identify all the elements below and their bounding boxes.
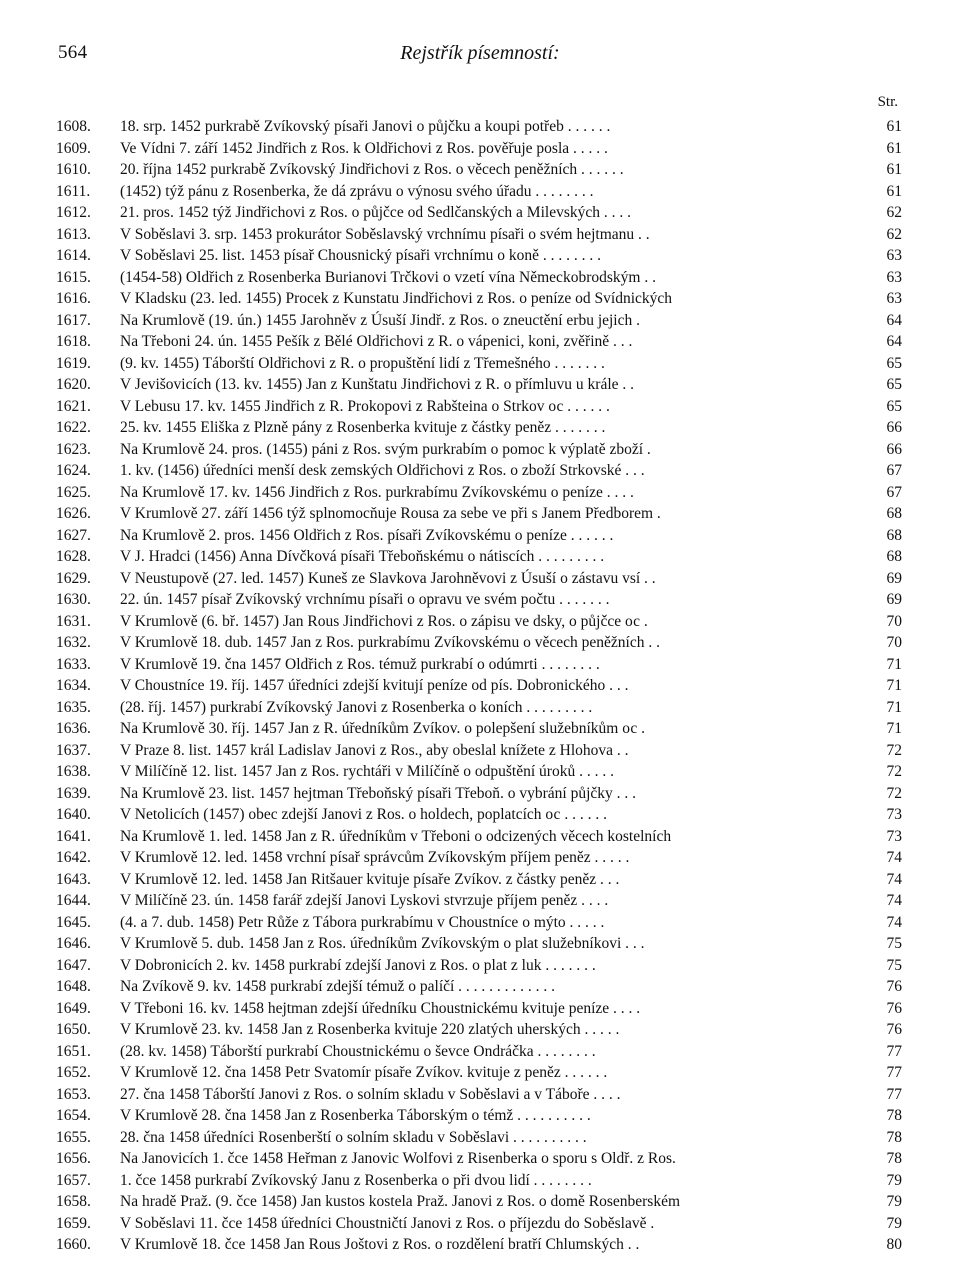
entry-description: V Kladsku (23. led. 1455) Procek z Kunstatu Jindřichovi z Ros. o peníze od Svídnických bbox=[120, 290, 673, 307]
register-entry bbox=[56, 1062, 902, 1084]
entry-page-reference: 72 bbox=[886, 763, 902, 780]
entry-number: 1638. bbox=[56, 763, 91, 780]
entry-page-reference: 74 bbox=[886, 870, 902, 888]
entry-page-reference: 78 bbox=[886, 1107, 902, 1124]
entry-description: V Krumlově 12. led. 1458 Jan Ritšauer kvituje písaře Zvíkov. z částky peněz . . . bbox=[120, 870, 620, 888]
entry-page-reference: 74 bbox=[886, 892, 902, 909]
register-entry bbox=[56, 482, 902, 504]
entry-description: (28. kv. 1458) Táborští purkrabí Choustnickému o ševce Ondráčka . . . . . . . . bbox=[120, 1042, 596, 1060]
register-entry bbox=[56, 976, 902, 998]
entry-number: 1636. bbox=[56, 720, 91, 737]
register-entry bbox=[56, 783, 902, 805]
entry-number: 1631. bbox=[56, 612, 91, 630]
entry-description: Na Krumlově 2. pros. 1456 Oldřich z Ros. písaři Zvíkovskému o peníze . . . . . . bbox=[120, 526, 614, 544]
register-entry bbox=[56, 869, 902, 891]
entry-page-reference: 79 bbox=[886, 1193, 902, 1210]
entry-number: 1641. bbox=[56, 827, 91, 845]
entry-number: 1609. bbox=[56, 139, 91, 157]
page-header bbox=[58, 42, 902, 72]
register-entry bbox=[56, 912, 902, 934]
entry-page-reference: 65 bbox=[886, 376, 902, 393]
entry-page-reference: 68 bbox=[886, 526, 902, 544]
entry-description: V Dobronicích 2. kv. 1458 purkrabí zdejší Janovi z Ros. o plat z luk . . . . . . . bbox=[120, 956, 596, 974]
register-entry bbox=[56, 288, 902, 310]
entry-page-reference: 67 bbox=[886, 462, 902, 479]
entry-description: 28. čna 1458 úředníci Rosenberští o solním skladu v Soběslavi . . . . . . . . . . bbox=[120, 1128, 587, 1146]
entry-page-reference: 62 bbox=[886, 225, 902, 243]
register-entry bbox=[56, 589, 902, 611]
register-entry bbox=[56, 396, 902, 418]
entry-number: 1614. bbox=[56, 247, 91, 264]
entry-description: Na Krumlově 1. led. 1458 Jan z R. úředníkům v Třeboni o odcizených věcech kostelních bbox=[120, 827, 672, 845]
entry-page-reference: 63 bbox=[886, 290, 902, 307]
register-entries bbox=[56, 116, 902, 1256]
entry-description: 21. pros. 1452 týž Jindřichovi z Ros. o půjčce od Sedlčanských a Milevských . . . . bbox=[120, 204, 631, 221]
register-entry bbox=[56, 740, 902, 762]
register-entry bbox=[56, 245, 902, 267]
entry-number: 1625. bbox=[56, 483, 91, 501]
register-entry bbox=[56, 804, 902, 826]
entry-page-reference: 72 bbox=[886, 784, 902, 802]
register-entry bbox=[56, 675, 902, 697]
register-entry bbox=[56, 1191, 902, 1213]
entry-description: V Milíčíně 23. ún. 1458 farář zdejší Janovi Lyskovi stvrzuje příjem peněz . . . . bbox=[120, 892, 609, 909]
entry-description: Na Krumlově 23. list. 1457 hejtman Třeboňský písaři Třeboň. o vybrání půjčky . . . bbox=[120, 784, 637, 802]
entry-page-reference: 73 bbox=[886, 827, 902, 845]
entry-page-reference: 65 bbox=[886, 397, 902, 415]
entry-description: V Jevišovicích (13. kv. 1455) Jan z Kunštatu Jindřichovi z R. o přímluvu u krále . . bbox=[120, 376, 635, 393]
entry-number: 1617. bbox=[56, 311, 91, 329]
entry-number: 1648. bbox=[56, 978, 91, 995]
entry-page-reference: 71 bbox=[886, 698, 902, 716]
register-entry bbox=[56, 1084, 902, 1106]
entry-number: 1658. bbox=[56, 1193, 91, 1210]
register-entry bbox=[56, 1019, 902, 1041]
entry-description: V Krumlově 12. čna 1458 Petr Svatomír písaře Zvíkov. kvituje z peněz . . . . . . bbox=[120, 1064, 608, 1081]
entry-description: 1. kv. (1456) úředníci menší desk zemských Oldřichovi z Ros. o zboží Strkovské . . . bbox=[120, 462, 645, 479]
register-entry bbox=[56, 1127, 902, 1149]
entry-number: 1643. bbox=[56, 870, 91, 888]
entry-page-reference: 78 bbox=[886, 1150, 902, 1167]
entry-description: V Soběslavi 11. čce 1458 úředníci Choustničtí Janovi z Ros. o příjezdu do Soběslavě . bbox=[120, 1214, 655, 1232]
entry-page-reference: 75 bbox=[886, 956, 902, 974]
entry-description: 20. října 1452 purkrabě Zvíkovský Jindřichovi z Ros. o věcech peněžních . . . . . . bbox=[120, 161, 624, 178]
entry-page-reference: 77 bbox=[886, 1042, 902, 1060]
entry-page-reference: 63 bbox=[886, 247, 902, 264]
entry-description: V Soběslavi 25. list. 1453 písař Chousnický písaři vrchnímu o koně . . . . . . . . bbox=[120, 247, 602, 264]
register-entry bbox=[56, 761, 902, 783]
register-entry bbox=[56, 310, 902, 332]
entry-page-reference: 70 bbox=[886, 634, 902, 651]
register-entry bbox=[56, 224, 902, 246]
entry-description: V Krumlově 18. čce 1458 Jan Rous Joštovi z Ros. o rozdělení bratří Chlumských . . bbox=[120, 1236, 640, 1253]
entry-page-reference: 76 bbox=[886, 978, 902, 995]
entry-number: 1635. bbox=[56, 698, 91, 716]
entry-description: V Krumlově 19. čna 1457 Oldřich z Ros. témuž purkrabí o odúmrti . . . . . . . . bbox=[120, 655, 600, 673]
entry-page-reference: 61 bbox=[886, 161, 902, 178]
entry-page-reference: 69 bbox=[886, 569, 902, 587]
entry-description: V Krumlově 28. čna 1458 Jan z Rosenberka Táborským o témž . . . . . . . . . . bbox=[120, 1107, 591, 1124]
entry-description: V Krumlově 18. dub. 1457 Jan z Ros. purkrabímu Zvíkovskému o věcech peněžních . . bbox=[120, 634, 660, 651]
entry-number: 1611. bbox=[56, 182, 91, 200]
entry-number: 1645. bbox=[56, 913, 91, 931]
register-entry bbox=[56, 568, 902, 590]
entry-number: 1651. bbox=[56, 1042, 91, 1060]
entry-description: V Krumlově (6. bř. 1457) Jan Rous Jindřichovi z Ros. o zápisu ve dsky, o půjčce ос . bbox=[120, 612, 648, 630]
entry-number: 1621. bbox=[56, 397, 91, 415]
entry-number: 1612. bbox=[56, 204, 91, 221]
entry-description: V Krumlově 27. září 1456 týž splnomocňuje Rousa za sebe ve při s Janem Předborem . bbox=[120, 505, 661, 522]
entry-description: V Soběslavi 3. srp. 1453 prokurátor Soběslavský vrchnímu písaři o svém hejtmanu . . bbox=[120, 225, 650, 243]
register-entry bbox=[56, 159, 902, 181]
entry-page-reference: 74 bbox=[886, 849, 902, 866]
entry-description: 22. ún. 1457 písař Zvíkovský vrchnímu písaři o opravu ve svém počtu . . . . . . . bbox=[120, 591, 610, 608]
entry-page-reference: 71 bbox=[886, 655, 902, 673]
entry-number: 1632. bbox=[56, 634, 91, 651]
entry-description: (1454-58) Oldřich z Rosenberka Burianovi Trčkovi o vzetí vína Německobrodským . . bbox=[120, 268, 656, 286]
entry-number: 1628. bbox=[56, 548, 91, 565]
entry-page-reference: 80 bbox=[886, 1236, 902, 1253]
entry-page-reference: 72 bbox=[886, 741, 902, 759]
entry-number: 1616. bbox=[56, 290, 91, 307]
entry-number: 1633. bbox=[56, 655, 91, 673]
register-entry bbox=[56, 847, 902, 869]
entry-description: 27. čna 1458 Táborští Janovi z Ros. o solním skladu v Soběslavi a v Táboře . . . . bbox=[120, 1085, 621, 1103]
register-entry bbox=[56, 955, 902, 977]
entry-number: 1615. bbox=[56, 268, 91, 286]
register-entry bbox=[56, 353, 902, 375]
register-entry bbox=[56, 503, 902, 525]
entry-page-reference: 63 bbox=[886, 268, 902, 286]
entry-number: 1639. bbox=[56, 784, 91, 802]
entry-number: 1623. bbox=[56, 440, 91, 458]
entry-description: V Krumlově 23. kv. 1458 Jan z Rosenberka kvituje 220 zlatých uherských . . . . . bbox=[120, 1021, 620, 1038]
entry-page-reference: 74 bbox=[886, 913, 902, 931]
entry-description: Na Krumlově 30. říj. 1457 Jan z R. úředníkům Zvíkov. o polepšení služebníkům ос . bbox=[120, 720, 646, 737]
entry-number: 1649. bbox=[56, 999, 91, 1017]
register-entry bbox=[56, 890, 902, 912]
register-entry bbox=[56, 1041, 902, 1063]
entry-number: 1660. bbox=[56, 1236, 91, 1253]
entry-page-reference: 62 bbox=[886, 204, 902, 221]
entry-description: (4. a 7. dub. 1458) Petr Růže z Tábora purkrabímu v Choustníce o mýto . . . . . bbox=[120, 913, 605, 931]
entry-page-reference: 78 bbox=[886, 1128, 902, 1146]
entry-page-reference: 71 bbox=[886, 720, 902, 737]
entry-number: 1644. bbox=[56, 892, 91, 909]
entry-description: V J. Hradci (1456) Anna Dívčková písaři Třeboňskému o nátiscích . . . . . . . . . bbox=[120, 548, 605, 565]
entry-description: V Praze 8. list. 1457 král Ladislav Janovi z Ros., aby obeslal knížete z Hlohova . . bbox=[120, 741, 629, 759]
entry-page-reference: 79 bbox=[886, 1214, 902, 1232]
register-entry bbox=[56, 525, 902, 547]
entry-number: 1650. bbox=[56, 1021, 91, 1038]
entry-number: 1653. bbox=[56, 1085, 91, 1103]
entry-number: 1642. bbox=[56, 849, 91, 866]
register-entry bbox=[56, 998, 902, 1020]
entry-page-reference: 68 bbox=[886, 548, 902, 565]
entry-number: 1659. bbox=[56, 1214, 91, 1232]
entry-description: V Třeboni 16. kv. 1458 hejtman zdejší úředníku Choustnickému kvituje peníze . . . . bbox=[120, 999, 641, 1017]
entry-number: 1619. bbox=[56, 354, 91, 372]
register-entry bbox=[56, 1170, 902, 1192]
entry-description: Na Krumlově 17. kv. 1456 Jindřich z Ros. purkrabímu Zvíkovskému o peníze . . . . bbox=[120, 483, 634, 501]
entry-number: 1652. bbox=[56, 1064, 91, 1081]
entry-page-reference: 69 bbox=[886, 591, 902, 608]
entry-page-reference: 66 bbox=[886, 440, 902, 458]
entry-page-reference: 77 bbox=[886, 1085, 902, 1103]
register-entry bbox=[56, 718, 902, 740]
entry-page-reference: 73 bbox=[886, 806, 902, 823]
entry-description: V Netolicích (1457) obec zdejší Janovi z Ros. o holdech, poplatcích ос . . . . . . bbox=[120, 806, 607, 823]
entry-page-reference: 70 bbox=[886, 612, 902, 630]
entry-number: 1620. bbox=[56, 376, 91, 393]
register-entry bbox=[56, 546, 902, 568]
entry-description: Na Třeboni 24. ún. 1455 Pešík z Bělé Oldřichovi z R. o vápenici, koni, zvěřině . . . bbox=[120, 333, 633, 350]
register-entry bbox=[56, 202, 902, 224]
entry-number: 1629. bbox=[56, 569, 91, 587]
register-entry bbox=[56, 460, 902, 482]
running-title: Rejstřík písemností: bbox=[400, 42, 560, 64]
entry-page-reference: 77 bbox=[886, 1064, 902, 1081]
entry-page-reference: 75 bbox=[886, 935, 902, 952]
entry-page-reference: 76 bbox=[886, 1021, 902, 1038]
entry-description: (28. říj. 1457) purkrabí Zvíkovský Janovi z Rosenberka o koních . . . . . . . . . bbox=[120, 698, 593, 716]
entry-page-reference: 64 bbox=[886, 311, 902, 329]
entry-number: 1618. bbox=[56, 333, 91, 350]
register-entry bbox=[56, 632, 902, 654]
entry-description: (1452) týž pánu z Rosenberka, že dá zprávu o výnosu svého úřadu . . . . . . . . bbox=[120, 182, 594, 200]
register-entry bbox=[56, 826, 902, 848]
entry-description: Na Zvíkově 9. kv. 1458 purkrabí zdejší témuž o palíčí . . . . . . . . . . . . . bbox=[120, 978, 556, 995]
entry-page-reference: 65 bbox=[886, 354, 902, 372]
entry-number: 1637. bbox=[56, 741, 91, 759]
entry-number: 1647. bbox=[56, 956, 91, 974]
entry-description: Na Krumlově 24. pros. (1455) páni z Ros. svým purkrabím o pomoc k výplatě zboží . bbox=[120, 440, 651, 458]
page-column-heading: Str. bbox=[877, 94, 898, 110]
register-entry bbox=[56, 439, 902, 461]
entry-description: Na hradě Praž. (9. čce 1458) Jan kustos kostela Praž. Janovi z Ros. o domě Rosenberském bbox=[120, 1193, 681, 1210]
entry-description: Na Krumlově (19. ún.) 1455 Jarohněv z Úsuší Jindř. z Ros. o zneuctění erbu jejich . bbox=[120, 311, 640, 329]
entry-page-reference: 61 bbox=[886, 182, 902, 200]
entry-description: 1. čce 1458 purkrabí Zvíkovský Janu z Rosenberka o při dvou lidí . . . . . . . . bbox=[120, 1171, 592, 1189]
entry-page-reference: 68 bbox=[886, 505, 902, 522]
entry-description: 25. kv. 1455 Eliška z Plzně pány z Rosenberka kvituje z částky peněz . . . . . . . bbox=[120, 419, 606, 436]
register-entry bbox=[56, 374, 902, 396]
entry-description: V Milíčíně 12. list. 1457 Jan z Ros. rychtáři v Milíčíně o odpuštění úroků . . . . . bbox=[120, 763, 614, 780]
register-entry bbox=[56, 697, 902, 719]
entry-description: V Choustníce 19. říj. 1457 úředníci zdejší kvitují peníze od pís. Dobronického . . . bbox=[120, 677, 629, 694]
entry-number: 1622. bbox=[56, 419, 91, 436]
register-entry bbox=[56, 933, 902, 955]
page-number: 564 bbox=[58, 42, 88, 63]
entry-page-reference: 61 bbox=[886, 139, 902, 157]
entry-page-reference: 71 bbox=[886, 677, 902, 694]
entry-description: V Krumlově 5. dub. 1458 Jan z Ros. úředníkům Zvíkovským o plat služebníkovi . . . bbox=[120, 935, 645, 952]
entry-number: 1646. bbox=[56, 935, 91, 952]
entry-number: 1624. bbox=[56, 462, 91, 479]
entry-page-reference: 66 bbox=[886, 419, 902, 436]
entry-page-reference: 76 bbox=[886, 999, 902, 1017]
entry-number: 1640. bbox=[56, 806, 91, 823]
register-entry bbox=[56, 611, 902, 633]
register-entry bbox=[56, 417, 902, 439]
register-entry bbox=[56, 331, 902, 353]
entry-number: 1655. bbox=[56, 1128, 91, 1146]
entry-number: 1657. bbox=[56, 1171, 91, 1189]
register-entry bbox=[56, 138, 902, 160]
register-entry bbox=[56, 116, 902, 138]
entry-page-reference: 67 bbox=[886, 483, 902, 501]
entry-description: Na Janovicích 1. čce 1458 Heřman z Janovic Wolfovi z Risenberka o sporu s Oldř. z Ros. bbox=[120, 1150, 676, 1167]
entry-description: V Neustupově (27. led. 1457) Kuneš ze Slavkova Jarohněvovi z Úsuší o zástavu vsí . . bbox=[120, 569, 656, 587]
entry-description: V Krumlově 12. led. 1458 vrchní písař správcům Zvíkovským příjem peněz . . . . . bbox=[120, 849, 630, 866]
entry-number: 1630. bbox=[56, 591, 91, 608]
entry-number: 1608. bbox=[56, 118, 91, 135]
entry-number: 1634. bbox=[56, 677, 91, 694]
entry-number: 1626. bbox=[56, 505, 91, 522]
register-entry bbox=[56, 1213, 902, 1235]
entry-description: V Lebusu 17. kv. 1455 Jindřich z R. Prokopovi z Rabšteina o Strkov ос . . . . . . bbox=[120, 397, 610, 415]
register-entry bbox=[56, 181, 902, 203]
register-entry bbox=[56, 1234, 902, 1256]
register-entry bbox=[56, 1148, 902, 1170]
entry-description: (9. kv. 1455) Táborští Oldřichovi z R. o propuštění lidí z Třemešného . . . . . . . bbox=[120, 354, 605, 372]
register-entry bbox=[56, 267, 902, 289]
entry-page-reference: 64 bbox=[886, 333, 902, 350]
entry-page-reference: 79 bbox=[886, 1171, 902, 1189]
entry-description: Ve Vídni 7. září 1452 Jindřich z Ros. k Oldřichovi z Ros. pověřuje posla . . . . . bbox=[120, 139, 608, 157]
entry-number: 1613. bbox=[56, 225, 91, 243]
register-entry bbox=[56, 1105, 902, 1127]
entry-number: 1656. bbox=[56, 1150, 91, 1167]
entry-number: 1654. bbox=[56, 1107, 91, 1124]
entry-page-reference: 61 bbox=[886, 118, 902, 135]
register-entry bbox=[56, 654, 902, 676]
entry-number: 1627. bbox=[56, 526, 91, 544]
entry-number: 1610. bbox=[56, 161, 91, 178]
entry-description: 18. srp. 1452 purkrabě Zvíkovský písaři Janovi o půjčku a koupi potřeb . . . . . . bbox=[120, 118, 611, 135]
